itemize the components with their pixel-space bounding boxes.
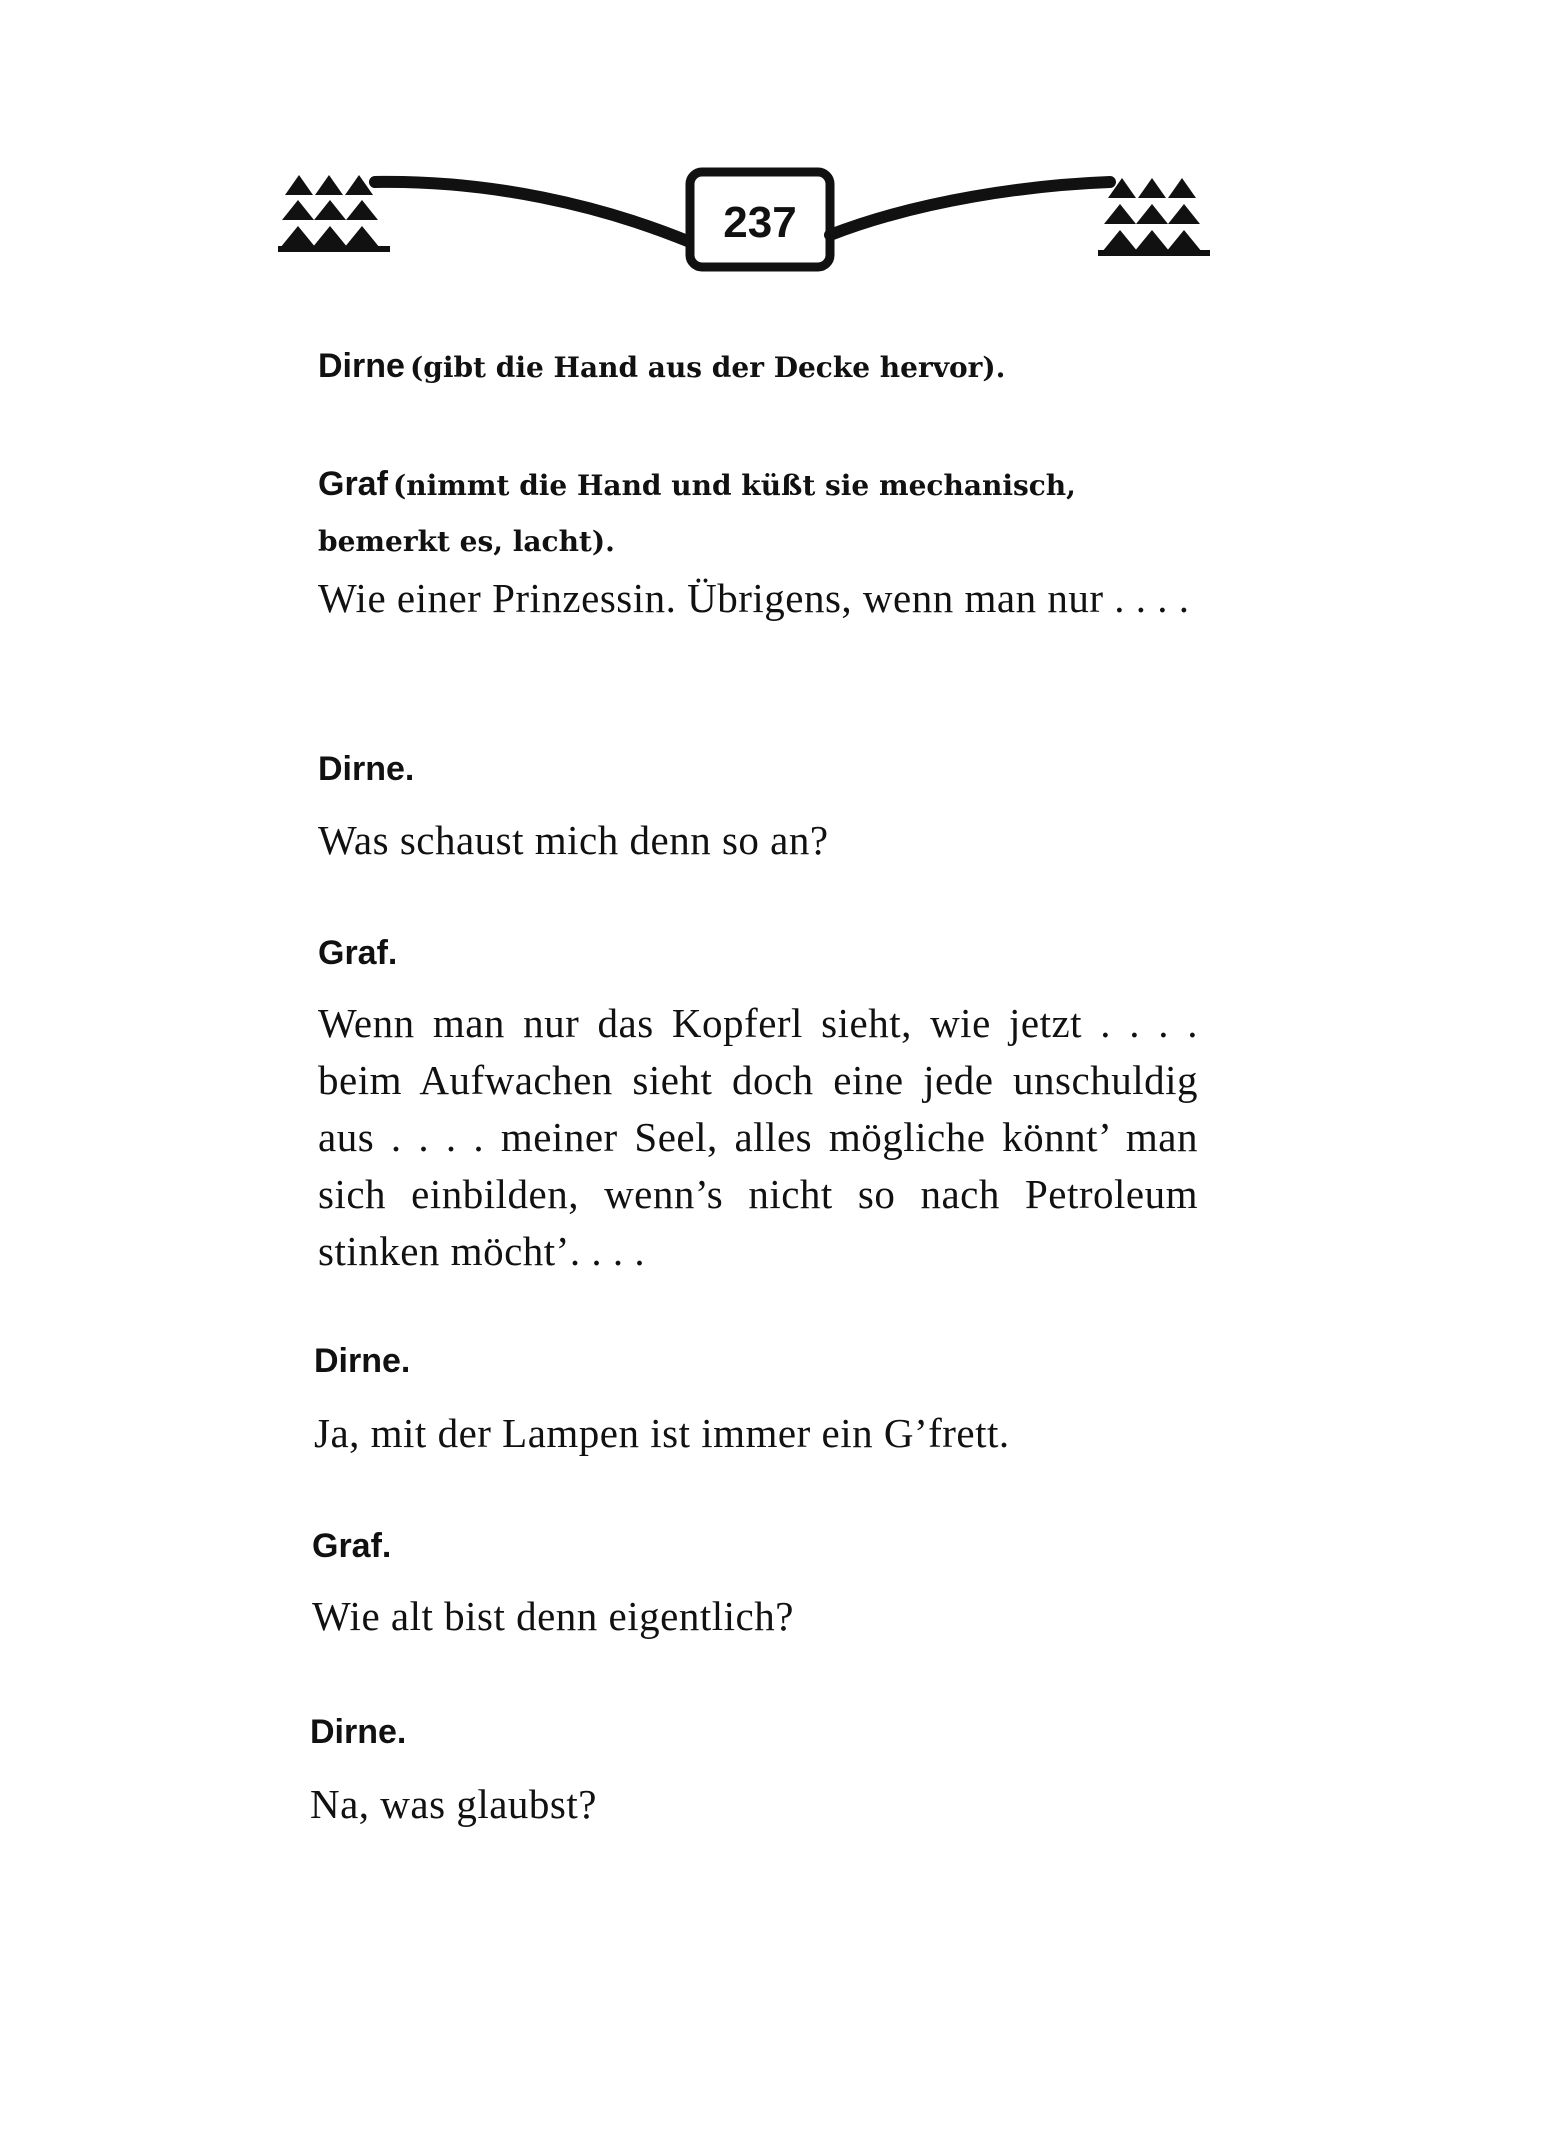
line-2 (318, 458, 1198, 572)
speech-text: Ja, mit der Lampen ist immer ein G’frett. (314, 1410, 1010, 1456)
speaker-name: Dirne. (310, 1713, 407, 1751)
speaker-name: Graf. (312, 1527, 392, 1565)
stage-direction: (gibt die Hand aus der Decke hervor). (410, 351, 1006, 384)
right-swoosh (830, 182, 1110, 235)
speech-text: Wie alt bist denn eigentlich? (312, 1593, 794, 1639)
speech-text: Was schaust mich denn so an? (318, 817, 829, 863)
page-header (270, 160, 1240, 285)
stage-direction: (nimmt die Hand und küßt sie mechanisch, bemerkt es, lacht). (318, 469, 1076, 558)
page-number: 237 (723, 198, 797, 247)
speech-text: Wenn man nur das Kopferl sieht, wie jetzt . . . . beim Aufwachen sieht doch eine jede unschuldig aus . . . . meiner Seel, alles mögliche könnt’ man sich einbilden, wenn’s nicht so nach Petroleum stinken möcht’. . . . (318, 1000, 1198, 1274)
speaker-name: Graf. (318, 934, 398, 972)
right-ornament-cluster-icon (1098, 178, 1210, 256)
speech-text: Na, was glaubst? (310, 1781, 597, 1827)
speaker-name: Graf (318, 465, 388, 503)
speaker-name: Dirne. (314, 1342, 411, 1380)
speech-text: Wie einer Prinzessin. Übrigens, wenn man nur . . . . (318, 575, 1190, 621)
line-1 (318, 340, 1198, 398)
speaker-name: Dirne. (318, 750, 415, 788)
header-ornament (270, 160, 1240, 285)
speaker-name: Dirne (318, 347, 405, 385)
left-swoosh (375, 182, 690, 242)
